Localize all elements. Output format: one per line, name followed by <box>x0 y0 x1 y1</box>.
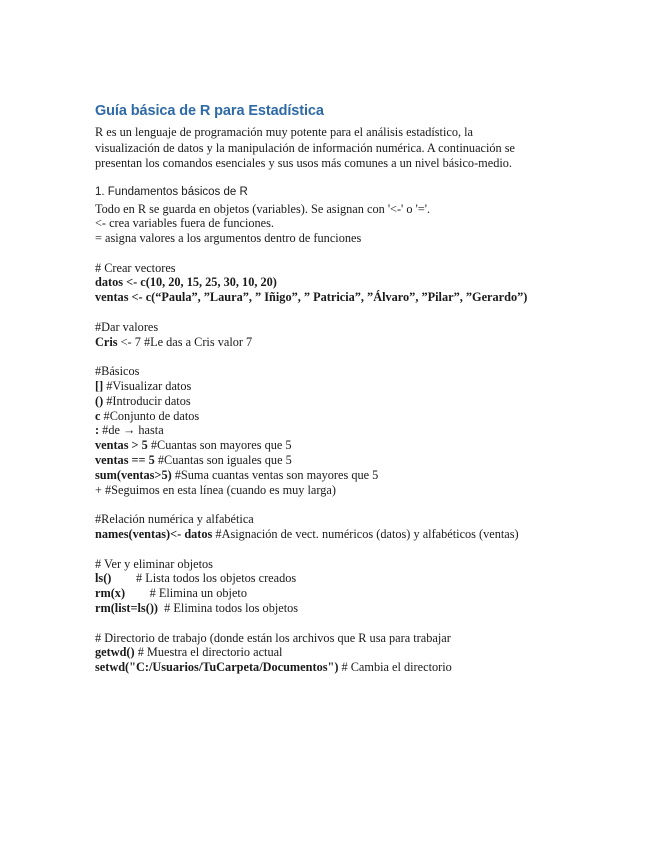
code-comment-text: #Cuantas son iguales que 5 <box>154 453 292 468</box>
code-keyword: ventas == 5 <box>95 453 155 468</box>
code-line <box>95 423 615 438</box>
code-comment-text: # Elimina un objeto <box>125 586 247 601</box>
intro-line: presentan los comandos esenciales y sus usos más comunes a un nivel básico-medio. <box>95 156 512 170</box>
basicos-block <box>95 364 615 497</box>
code-line <box>95 438 615 453</box>
code-line <box>95 527 615 542</box>
intro-paragraph <box>95 125 615 172</box>
code-keyword: rm(list=ls()) <box>95 601 159 616</box>
code-comment-text: # Muestra el directorio actual <box>134 645 283 660</box>
code-cris-rest: <- 7 #Le das a Cris valor 7 <box>117 334 253 349</box>
code-line <box>95 379 615 394</box>
code-comment-text: #de → hasta <box>99 423 164 438</box>
code-comment-text: #Introducir datos <box>103 393 191 408</box>
code-keyword: () <box>95 393 104 408</box>
code-ventas: ventas <- c(“Paula”, ”Laura”, ” Iñigo”, ” Patricia”, ”Álvaro”, ”Pilar”, ”Gerardo”) <box>95 290 528 305</box>
code-comment: # Directorio de trabajo (donde están los archivos que R usa para trabajar <box>95 630 451 645</box>
fundamentos-block <box>95 202 615 246</box>
intro-line: visualización de datos y la manipulación de información numérica. A continuación se <box>95 140 516 155</box>
code-keyword: getwd() <box>95 645 135 660</box>
code-comment-text: # Elimina todos los objetos <box>158 601 299 616</box>
document-title: Guía básica de R para Estadística <box>95 103 324 119</box>
code-keyword: rm(x) <box>95 586 126 601</box>
code-cris: Cris <box>95 334 118 349</box>
code-comment-text: #Suma cuantas ventas son mayores que 5 <box>171 467 379 482</box>
code-keyword: : <box>95 423 100 438</box>
fund-line: <- crea variables fuera de funciones. <box>95 216 274 231</box>
code-line <box>95 660 615 675</box>
directorio-block <box>95 631 615 675</box>
code-line <box>95 645 615 660</box>
fund-line: Todo en R se guarda en objetos (variables). Se asignan con '<-' o '='. <box>95 201 431 216</box>
code-comment-text: #Asignación de vect. numéricos (datos) y alfabéticos (ventas) <box>212 527 519 542</box>
fund-line: = asigna valores a los argumentos dentro de funciones <box>95 231 362 246</box>
code-comment-text: # Cambia el directorio <box>338 660 452 675</box>
code-line <box>95 409 615 424</box>
code-keyword: c <box>95 408 101 423</box>
dar-valores-block <box>95 320 615 350</box>
code-keyword: + <box>95 482 102 497</box>
code-comment: #Básicos <box>95 364 140 379</box>
code-comment-text: # Lista todos los objetos creados <box>111 571 297 586</box>
code-keyword: setwd("C:/Usuarios/TuCarpeta/Documentos") <box>95 660 339 675</box>
code-keyword: ls() <box>95 571 112 586</box>
code-line <box>95 453 615 468</box>
code-comment: #Dar valores <box>95 319 159 334</box>
code-keyword: [] <box>95 379 104 394</box>
code-datos: datos <- c(10, 20, 15, 25, 30, 10, 20) <box>95 275 277 290</box>
code-comment: # Crear vectores <box>95 260 176 275</box>
code-comment-text: #Seguimos en esta línea (cuando es muy larga) <box>101 482 336 497</box>
code-comment: #Relación numérica y alfabética <box>95 512 254 527</box>
code-comment-text: #Visualizar datos <box>103 379 192 394</box>
crear-vectores-block <box>95 261 615 305</box>
document-page <box>95 102 615 675</box>
code-keyword: ventas > 5 <box>95 438 148 453</box>
code-keyword: sum(ventas>5) <box>95 467 172 482</box>
code-comment-text: #Cuantas son mayores que 5 <box>147 438 292 453</box>
code-line <box>95 394 615 409</box>
code-line <box>95 468 615 483</box>
relacion-block <box>95 512 615 542</box>
code-keyword: names(ventas)<- datos <box>95 527 213 542</box>
code-comment: # Ver y eliminar objetos <box>95 556 213 571</box>
code-line <box>95 601 615 616</box>
code-line <box>95 586 615 601</box>
ver-eliminar-block <box>95 557 615 616</box>
code-line <box>95 571 615 586</box>
code-comment-text: #Conjunto de datos <box>100 408 200 423</box>
section-title-fundamentos: 1. Fundamentos básicos de R <box>95 185 248 198</box>
code-line <box>95 483 615 498</box>
intro-line: R es un lenguaje de programación muy potente para el análisis estadístico, la <box>95 125 474 139</box>
